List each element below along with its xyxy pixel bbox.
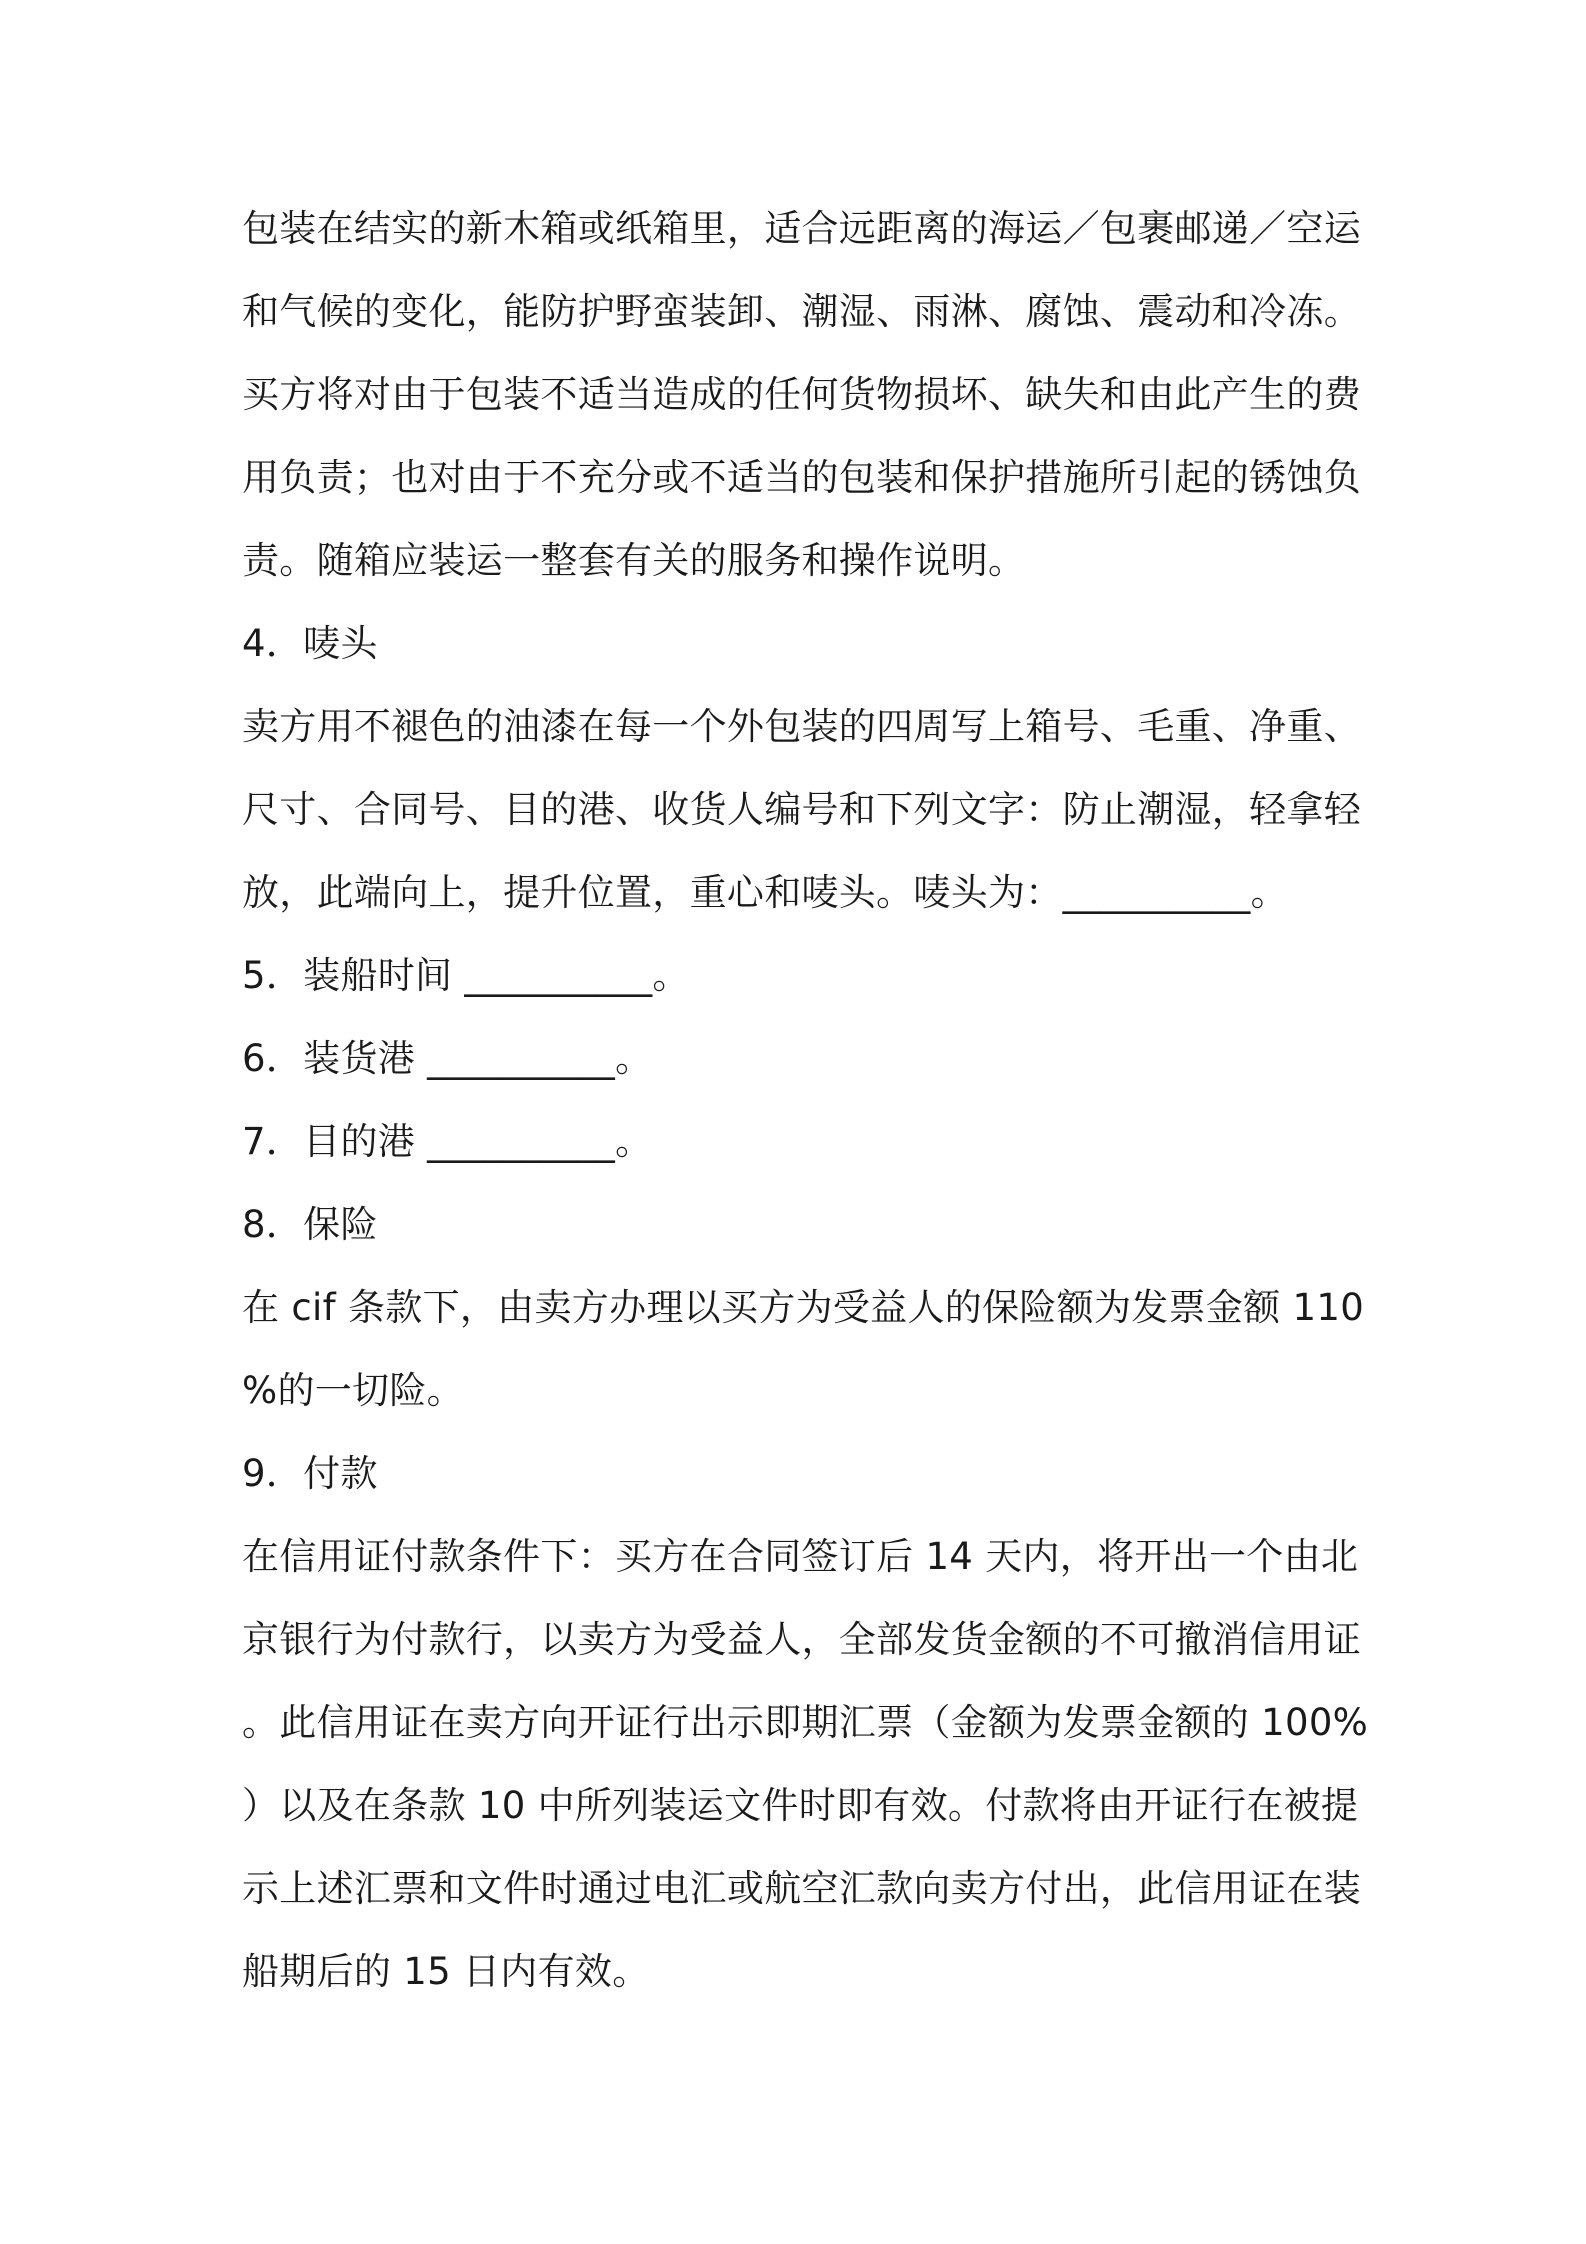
paragraph-line: 用负责；也对由于不充分或不适当的包装和保护措施所引起的锈蚀负: [242, 456, 1361, 499]
paragraph-line: 买方将对由于包装不适当造成的任何货物损坏、缺失和由此产生的费: [242, 373, 1361, 416]
paragraph-line: 京银行为付款行，以卖方为受益人，全部发货金额的不可撤消信用证: [242, 1618, 1361, 1661]
paragraph-line: %的一切险。: [242, 1369, 464, 1412]
section-heading: 6．装货港 __________。: [242, 1037, 653, 1080]
paragraph-line: 尺寸、合同号、目的港、收货人编号和下列文字：防止潮湿，轻拿轻: [242, 788, 1361, 831]
paragraph-line: 船期后的 15 日内有效。: [242, 1950, 650, 1993]
paragraph-line: ）以及在条款 10 中所列装运文件时即有效。付款将由开证行在被提: [242, 1784, 1359, 1827]
section-heading: 7．目的港 __________。: [242, 1120, 653, 1163]
paragraph-line: 包装在结实的新木箱或纸箱里，适合远距离的海运／包裹邮递／空运: [242, 207, 1361, 250]
section-heading: 8．保险: [242, 1203, 378, 1246]
paragraph-line: 。此信用证在卖方向开证行出示即期汇票（金额为发票金额的 100%: [242, 1701, 1369, 1744]
paragraph-line: 放，此端向上，提升位置，重心和唛头。唛头为：__________。: [242, 871, 1288, 914]
section-heading: 9．付款: [242, 1452, 378, 1495]
paragraph-line: 在信用证付款条件下：买方在合同签订后 14 天内，将开出一个由北: [242, 1535, 1359, 1578]
paragraph-line: 示上述汇票和文件时通过电汇或航空汇款向卖方付出，此信用证在装: [242, 1867, 1361, 1910]
section-heading: 4．唛头: [242, 622, 378, 665]
paragraph-line: 在 cif 条款下，由卖方办理以买方为受益人的保险额为发票金额 110: [242, 1286, 1365, 1329]
section-heading: 5．装船时间 __________。: [242, 954, 690, 997]
paragraph-line: 卖方用不褪色的油漆在每一个外包装的四周写上箱号、毛重、净重、: [242, 705, 1361, 748]
paragraph-line: 责。随箱应装运一整套有关的服务和操作说明。: [242, 539, 1026, 582]
paragraph-line: 和气候的变化，能防护野蛮装卸、潮湿、雨淋、腐蚀、震动和冷冻。: [242, 290, 1361, 333]
